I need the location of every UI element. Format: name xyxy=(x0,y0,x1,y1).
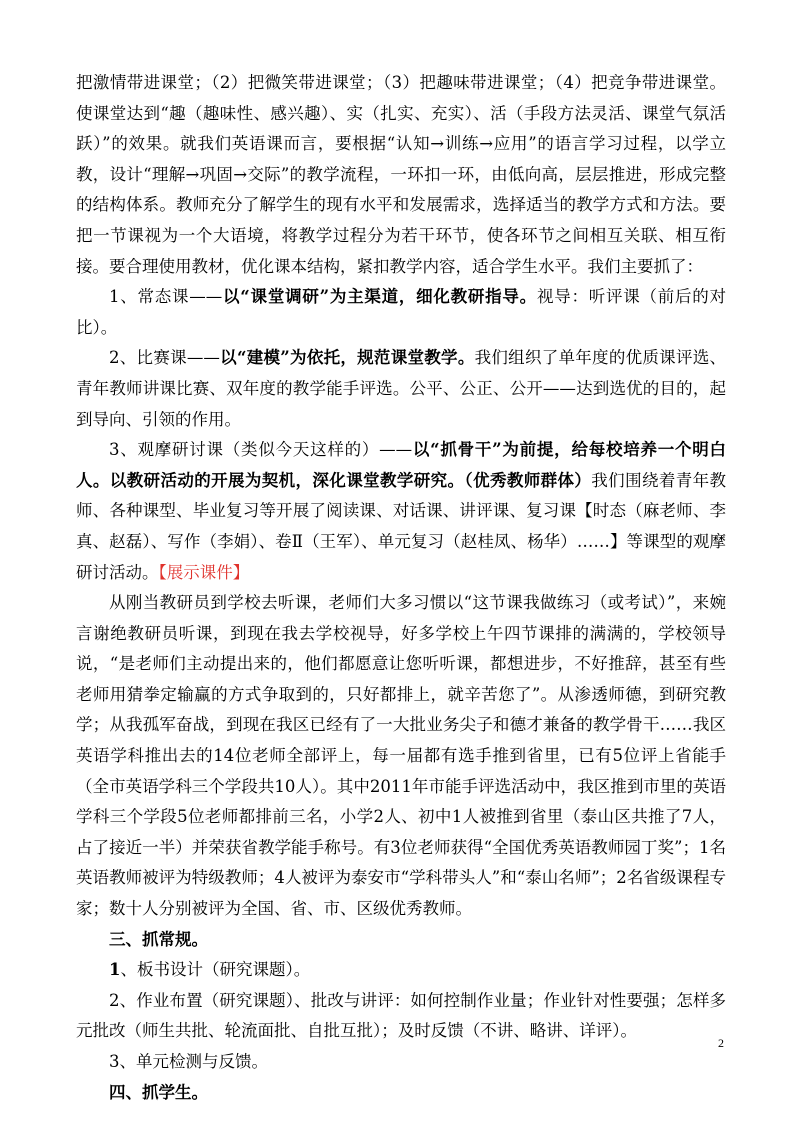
paragraph-observation-class xyxy=(76,435,726,588)
regular-class-prefix: 1、常态课—— xyxy=(109,287,223,307)
paragraph-regular-class xyxy=(76,282,726,343)
observation-class-prefix: 3、观摩研讨课（类似今天这样的）—— xyxy=(109,440,413,460)
document-body xyxy=(76,68,726,1108)
observation-class-detail: 我们围绕着青年教师、各种课型、毕业复习等开展了阅读课、对话课、讲评课、复习课【时态（麻老师、李真、赵磊）、写作（李娟）、卷Ⅱ（王军）、单元复习（赵桂凤、杨华）……】等课型的观摩研讨活动。 xyxy=(76,470,727,582)
regular-class-emphasis: 以“课堂调研”为主渠道，细化教研指导。 xyxy=(222,287,537,307)
section-heading-routine: 三、抓常规。 xyxy=(109,929,208,949)
competition-class-emphasis: 以“建模”为依托，规范课堂教学。 xyxy=(219,348,475,368)
observation-class-emphasis: 以“抓骨干”为前提，给每校培养一个明白人。以教研活动的开展为契机，深化课堂教学研究。（优秀教师群体） xyxy=(76,440,727,490)
paragraph-homework: 2、作业布置（研究课题）、批改与讲评：如何控制作业量；作业针对性要强；怎样多元批改（师生共批、轮流面批、自批互批）；及时反馈（不讲、略讲、详评）。 xyxy=(76,990,726,1041)
board-design-text: 、板书设计（研究课题）。 xyxy=(120,960,311,980)
board-design-number: 1 xyxy=(109,960,121,980)
page-number: 2 xyxy=(718,1036,724,1050)
regular-class-detail: 视导：听评课（前后的对比）。 xyxy=(76,287,727,337)
paragraph-achievements: 从刚当教研员到学校去听课，老师们大多习惯以“这节课我做练习（或考试）”，来婉言谢绝教研员听课，到现在我去学校视导，好多学校上午四节课排的满满的，学校领导说，“是老师们主动提出来的，他们都愿意让您听听课，都想进步，不好推辞，甚至有些老师用猜拳定输赢的方式争取到的，只好都排上，就辛苦您了”。从渗透师德，到研究教学；从我孤军奋战，到现在我区已经有了一大批业务尖子和德才兼备的教学骨干……我区英语学科推出去的14位老师全部评上，每一届都有选手推到省里，已有5位评上省能手（全市英语学科三个学段共10人）。其中2011年市能手评选活动中，我区推到市里的英语学科三个学段5位老师都排前三名，小学2人、初中1人被推到省里（泰山区共推了7人，占了接近一半）并荣获省教学能手称号。有3位老师获得“全国优秀英语教师园丁奖”；1名英语教师被评为特级教师；4人被评为泰安市“学科带头人”和“泰山名师”；2名省级课程专家；数十人分别被评为全国、省、市、区级优秀教师。 xyxy=(76,593,726,919)
paragraph-unit-test: 3、单元检测与反馈。 xyxy=(109,1052,268,1071)
competition-class-detail: 我们组织了单年度的优质课评选、青年教师讲课比赛、双年度的教学能手评选。公平、公正、公开——达到选优的目的，起到导向、引领的作用。 xyxy=(76,348,727,429)
section-heading-students: 四、抓学生。 xyxy=(109,1082,208,1102)
paragraph-board-design xyxy=(76,955,726,986)
show-courseware-note: 【展示课件】 xyxy=(158,562,250,582)
paragraph-intro: 把激情带进课堂；（2）把微笑带进课堂；（3）把趣味带进课堂；（4）把竞争带进课堂。使课堂达到“趣（趣味性、感兴趣）、实（扎实、充实）、活（手段方法灵活、课堂气氛活跃）”的效果。就我们英语课而言，要根据“认知→训练→应用”的语言学习过程，以学立教，设计“理解→巩固→交际”的教学流程，一环扣一环，由低向高，层层推进，形成完整的结构体系。教师充分了解学生的现有水平和发展需求，选择适当的教学方式和方法。要把一节课视为一个大语境，将教学过程分为若干环节，使各环节之间相互关联、相互衔接。要合理使用教材，优化课本结构，紧扣教学内容，适合学生水平。我们主要抓了： xyxy=(76,73,726,276)
competition-class-prefix: 2、比赛课—— xyxy=(109,348,220,368)
paragraph-competition-class xyxy=(76,343,726,435)
